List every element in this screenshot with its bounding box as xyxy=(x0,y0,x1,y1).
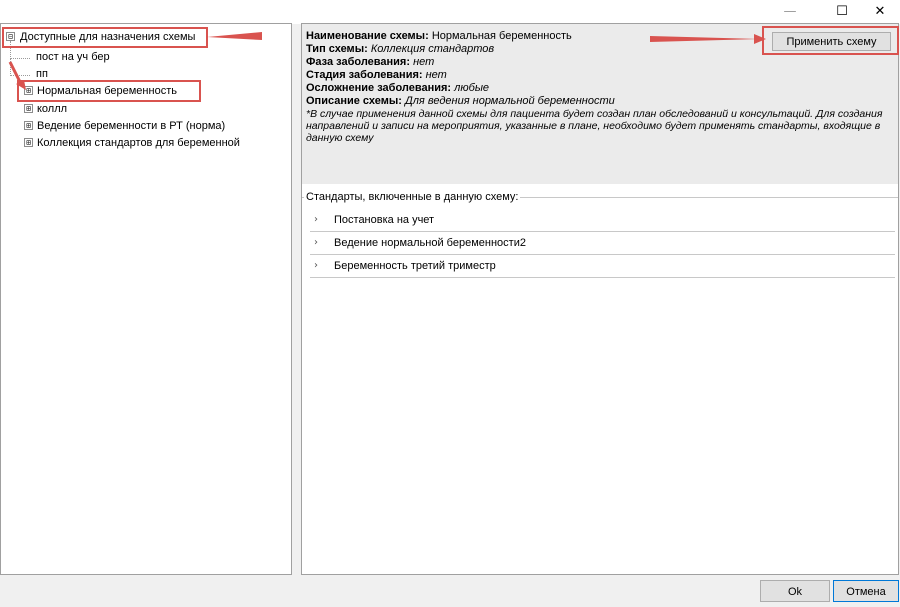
expand-icon[interactable]: ⊞ xyxy=(24,121,33,130)
standards-group-label: Стандарты, включенные в данную схему: xyxy=(306,191,519,203)
chevron-right-icon[interactable]: › xyxy=(314,237,318,248)
chevron-right-icon[interactable]: › xyxy=(314,260,318,271)
tree-root-label: Доступные для назначения схемы xyxy=(20,31,196,43)
scheme-stage: Стадия заболевания: нет xyxy=(306,69,447,81)
tree-item-rt-norma[interactable] xyxy=(21,118,281,134)
cancel-button[interactable]: Отмена xyxy=(833,580,899,602)
close-icon[interactable]: ✕ xyxy=(874,4,886,19)
annotation-arrows xyxy=(0,0,900,120)
arrow-right-icon xyxy=(650,36,760,42)
expand-icon[interactable]: ⊞ xyxy=(24,104,33,113)
scheme-name: Наименование схемы: Нормальная беременность xyxy=(306,30,572,42)
collapse-icon[interactable]: ⊟ xyxy=(6,32,15,41)
expand-icon[interactable]: ⊞ xyxy=(24,138,33,147)
chevron-right-icon[interactable]: › xyxy=(314,214,318,225)
standard-item-label: Постановка на учет xyxy=(334,214,435,226)
minimize-icon[interactable]: — xyxy=(783,4,797,19)
maximize-icon[interactable]: ☐ xyxy=(836,4,848,19)
standard-item-label: Беременность третий триместр xyxy=(334,260,496,272)
standard-item-label: Ведение нормальной беременности2 xyxy=(334,237,526,249)
arrow-left-icon xyxy=(207,32,262,40)
tree-item-collection[interactable] xyxy=(21,135,289,151)
standard-item[interactable] xyxy=(310,232,895,255)
scheme-complication: Осложнение заболевания: любые xyxy=(306,82,490,94)
expand-icon[interactable]: ⊞ xyxy=(24,86,33,95)
tree-item-label: Коллекция стандартов для беременной xyxy=(37,137,240,149)
standard-item[interactable] xyxy=(310,209,895,232)
scheme-note: *В случае применения данной схемы для пациента будет создан план обследований и консультаций. Для создания направлений и записи на мероприятия, указанные в плане, необходимо будет применять стандарты, входящие в данную схему xyxy=(306,108,883,144)
tree-item-label: Нормальная беременность xyxy=(37,85,177,97)
tree-item-label: пост на уч бер xyxy=(36,51,110,63)
tree-item-label: коллл xyxy=(37,103,68,115)
scheme-type: Тип схемы: Коллекция стандартов xyxy=(306,43,495,55)
tree-item-label: Ведение беременности в РТ (норма) xyxy=(37,120,226,132)
arrowhead-icon xyxy=(16,80,26,90)
scheme-phase: Фаза заболевания: нет xyxy=(306,56,435,68)
scheme-description: Описание схемы: Для ведения нормальной беременности xyxy=(306,95,615,107)
apply-scheme-button[interactable]: Применить схему xyxy=(772,32,891,51)
arrowhead-icon xyxy=(754,34,766,44)
tree-item-label: пп xyxy=(36,68,48,80)
ok-button[interactable]: Ok xyxy=(760,580,830,602)
standard-item[interactable] xyxy=(310,255,895,278)
